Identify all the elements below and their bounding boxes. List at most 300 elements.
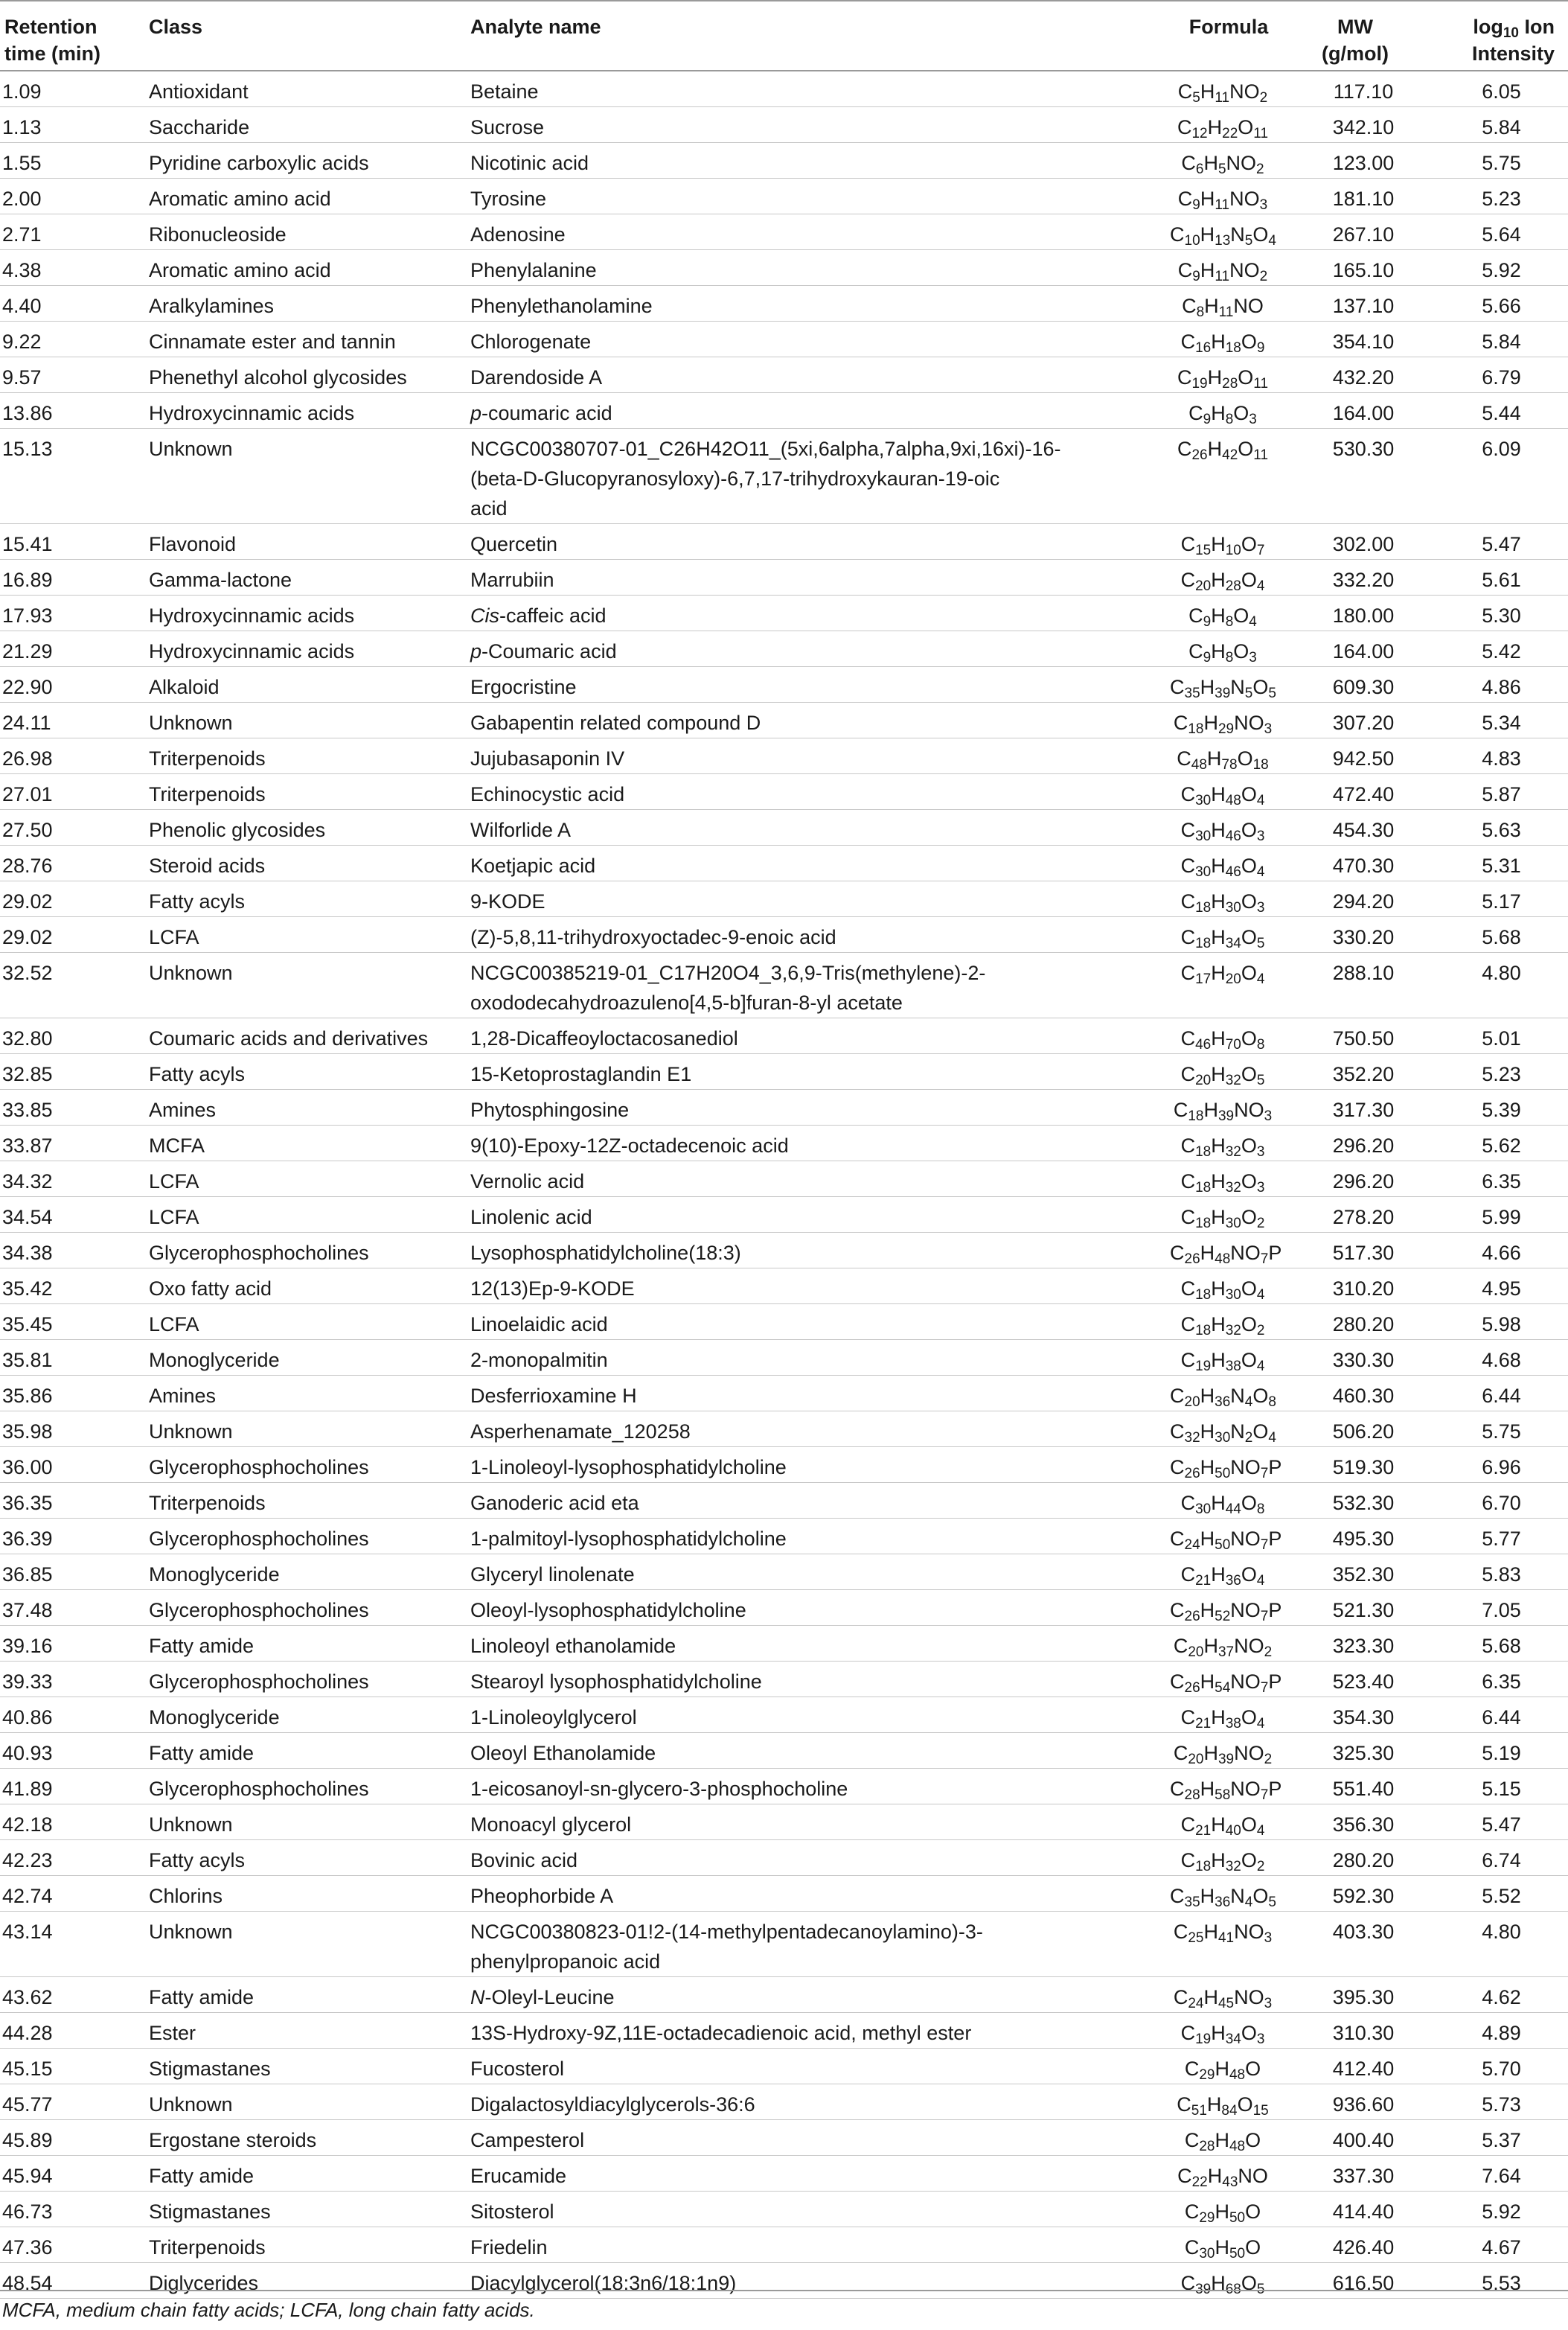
cell-ion-intensity: 5.42 — [1418, 631, 1568, 667]
cell-analyte-name — [466, 596, 1165, 631]
table-body — [0, 71, 1568, 2299]
cell-retention-time: 42.18 — [0, 1804, 144, 1840]
cell-ion-intensity: 5.73 — [1418, 2084, 1568, 2120]
cell-analyte-name — [466, 1590, 1165, 1626]
cell-formula: $C_{20}H_{37}NO_2$ — [1165, 1626, 1292, 1662]
analyte-name-line: (Z)-5,8,11-trihydroxyoctadec-9-enoic acid — [470, 926, 836, 948]
cell-ion-intensity: 5.75 — [1418, 1411, 1568, 1447]
cell-class: Unknown — [144, 1804, 466, 1840]
cell-molecular-weight: 342.10 — [1292, 107, 1418, 143]
cell-analyte-name — [466, 1519, 1165, 1554]
cell-formula: $C_9H_{11}NO_2$ — [1165, 250, 1292, 286]
cell-molecular-weight: 472.40 — [1292, 774, 1418, 810]
cell-retention-time: 2.00 — [0, 179, 144, 214]
cell-analyte-name — [466, 2120, 1165, 2156]
header-ion-log: log — [1473, 16, 1503, 38]
cell-formula: $C_{10}H_{13}N_5O_4$ — [1165, 214, 1292, 250]
cell-ion-intensity: 5.23 — [1418, 179, 1568, 214]
cell-molecular-weight: 414.40 — [1292, 2192, 1418, 2227]
cell-retention-time: 24.11 — [0, 703, 144, 738]
cell-molecular-weight: 454.30 — [1292, 810, 1418, 846]
cell-analyte-name — [466, 1769, 1165, 1804]
cell-retention-time: 17.93 — [0, 596, 144, 631]
cell-ion-intensity: 7.64 — [1418, 2156, 1568, 2192]
cell-class: Glycerophosphocholines — [144, 1590, 466, 1626]
cell-formula: $C_{18}H_{29}NO_3$ — [1165, 703, 1292, 738]
cell-analyte-name — [466, 667, 1165, 703]
cell-retention-time: 15.13 — [0, 429, 144, 524]
cell-analyte-name — [466, 1697, 1165, 1733]
cell-molecular-weight: 165.10 — [1292, 250, 1418, 286]
cell-analyte-name — [466, 1912, 1165, 1977]
cell-retention-time: 9.22 — [0, 322, 144, 357]
cell-retention-time: 36.39 — [0, 1519, 144, 1554]
cell-ion-intensity: 4.66 — [1418, 1233, 1568, 1268]
analyte-name-line: Chlorogenate — [470, 331, 592, 353]
cell-ion-intensity: 4.83 — [1418, 738, 1568, 774]
cell-molecular-weight: 307.20 — [1292, 703, 1418, 738]
cell-molecular-weight: 432.20 — [1292, 357, 1418, 393]
cell-analyte-name — [466, 1161, 1165, 1197]
cell-formula: $C_{26}H_{54}NO_7P$ — [1165, 1662, 1292, 1697]
table-row — [0, 738, 1568, 774]
cell-molecular-weight: 302.00 — [1292, 524, 1418, 560]
cell-molecular-weight: 356.30 — [1292, 1804, 1418, 1840]
header-mw-line1: MW — [1337, 16, 1373, 38]
analyte-name-line: Phenylalanine — [470, 259, 597, 281]
cell-retention-time: 45.77 — [0, 2084, 144, 2120]
cell-class: Monoglyceride — [144, 1554, 466, 1590]
cell-retention-time: 48.54 — [0, 2263, 144, 2299]
cell-ion-intensity: 5.77 — [1418, 1519, 1568, 1554]
table-row — [0, 1126, 1568, 1161]
cell-class: Hydroxycinnamic acids — [144, 631, 466, 667]
cell-ion-intensity: 5.44 — [1418, 393, 1568, 429]
cell-formula: $C_{18}H_{34}O_5$ — [1165, 917, 1292, 953]
cell-retention-time: 32.85 — [0, 1054, 144, 1090]
cell-ion-intensity: 7.05 — [1418, 1590, 1568, 1626]
table-row — [0, 250, 1568, 286]
analyte-name-line: Glyceryl linolenate — [470, 1563, 635, 1586]
table-row — [0, 560, 1568, 596]
cell-class: Unknown — [144, 703, 466, 738]
cell-analyte-name — [466, 2084, 1165, 2120]
cell-ion-intensity: 4.95 — [1418, 1268, 1568, 1304]
header-ion-intensity — [1418, 1, 1568, 71]
cell-analyte-name — [466, 1197, 1165, 1233]
analyte-name-line: Jujubasaponin IV — [470, 747, 625, 770]
cell-ion-intensity: 5.37 — [1418, 2120, 1568, 2156]
cell-retention-time: 36.35 — [0, 1483, 144, 1519]
analyte-name-italic-prefix: Cis — [470, 604, 499, 627]
cell-class: Alkaloid — [144, 667, 466, 703]
cell-molecular-weight: 137.10 — [1292, 286, 1418, 322]
analyte-name-line: Linoleoyl ethanolamide — [470, 1635, 676, 1657]
header-retention-time-line1: Retention — [4, 16, 97, 38]
table-row — [0, 810, 1568, 846]
cell-formula: $C_{20}H_{32}O_5$ — [1165, 1054, 1292, 1090]
table-row — [0, 429, 1568, 524]
cell-retention-time: 40.86 — [0, 1697, 144, 1733]
analyte-name-line: Gabapentin related compound D — [470, 712, 761, 734]
cell-molecular-weight: 400.40 — [1292, 2120, 1418, 2156]
cell-molecular-weight: 164.00 — [1292, 393, 1418, 429]
table-row — [0, 393, 1568, 429]
cell-formula: $C_{26}H_{52}NO_7P$ — [1165, 1590, 1292, 1626]
table-row — [0, 631, 1568, 667]
cell-retention-time: 28.76 — [0, 846, 144, 881]
analyte-name-line: Betaine — [470, 80, 539, 103]
cell-analyte-name — [466, 2192, 1165, 2227]
cell-formula: $C_{20}H_{39}NO_2$ — [1165, 1733, 1292, 1769]
cell-ion-intensity: 6.70 — [1418, 1483, 1568, 1519]
table-row — [0, 667, 1568, 703]
table-row — [0, 2084, 1568, 2120]
table-row — [0, 71, 1568, 107]
analyte-name-line: oxododecahydroazuleno[4,5-b]furan-8-yl acetate — [470, 992, 903, 1014]
cell-ion-intensity: 5.92 — [1418, 2192, 1568, 2227]
analyte-name-line: 1-Linoleoylglycerol — [470, 1706, 637, 1729]
cell-class: Pyridine carboxylic acids — [144, 143, 466, 179]
cell-formula: $C_{35}H_{39}N_5O_5$ — [1165, 667, 1292, 703]
table-row — [0, 357, 1568, 393]
cell-analyte-name — [466, 774, 1165, 810]
table-row — [0, 1769, 1568, 1804]
cell-class: Gamma-lactone — [144, 560, 466, 596]
cell-ion-intensity: 6.35 — [1418, 1662, 1568, 1697]
header-mw — [1292, 1, 1418, 71]
header-retention-time-line2: time (min) — [4, 42, 101, 65]
cell-ion-intensity: 5.83 — [1418, 1554, 1568, 1590]
analyte-name-line: Sitosterol — [470, 2200, 554, 2223]
cell-retention-time: 44.28 — [0, 2013, 144, 2049]
table-row — [0, 1804, 1568, 1840]
cell-molecular-weight: 180.00 — [1292, 596, 1418, 631]
analyte-name-line: Tyrosine — [470, 188, 547, 210]
table-row — [0, 286, 1568, 322]
analyte-name-line: N-Oleyl-Leucine — [470, 1986, 615, 2008]
cell-analyte-name — [466, 357, 1165, 393]
cell-class: Unknown — [144, 429, 466, 524]
cell-class: Fatty amide — [144, 1626, 466, 1662]
cell-ion-intensity: 6.35 — [1418, 1161, 1568, 1197]
analyte-name-line: Monoacyl glycerol — [470, 1813, 632, 1836]
cell-molecular-weight: 296.20 — [1292, 1126, 1418, 1161]
analyte-name-line: NCGC00380823-01!2-(14-methylpentadecanoylamino)-3- — [470, 1921, 983, 1943]
analyte-name-line: Pheophorbide A — [470, 1885, 614, 1907]
cell-formula: $C_{28}H_{58}NO_7P$ — [1165, 1769, 1292, 1804]
cell-ion-intensity: 5.70 — [1418, 2049, 1568, 2084]
table-row — [0, 1268, 1568, 1304]
cell-retention-time: 27.50 — [0, 810, 144, 846]
cell-ion-intensity: 4.68 — [1418, 1340, 1568, 1376]
cell-ion-intensity: 6.44 — [1418, 1697, 1568, 1733]
table-row — [0, 1590, 1568, 1626]
cell-formula: $C_5H_{11}NO_2$ — [1165, 71, 1292, 107]
analyte-name-line: Desferrioxamine H — [470, 1385, 637, 1407]
cell-ion-intensity: 5.84 — [1418, 322, 1568, 357]
analyte-name-line: 1-Linoleoyl-lysophosphatidylcholine — [470, 1456, 787, 1478]
cell-retention-time: 35.81 — [0, 1340, 144, 1376]
table-row — [0, 322, 1568, 357]
analyte-name-line: Vernolic acid — [470, 1170, 585, 1193]
cell-formula: $C_{19}H_{34}O_3$ — [1165, 2013, 1292, 2049]
cell-formula: $C_{30}H_{46}O_4$ — [1165, 846, 1292, 881]
cell-molecular-weight: 530.30 — [1292, 429, 1418, 524]
cell-retention-time: 42.23 — [0, 1840, 144, 1876]
header-mw-line2: (g/mol) — [1322, 42, 1389, 65]
cell-retention-time: 26.98 — [0, 738, 144, 774]
header-class: Class — [144, 1, 466, 71]
cell-class: Glycerophosphocholines — [144, 1447, 466, 1483]
cell-formula: $C_{21}H_{38}O_4$ — [1165, 1697, 1292, 1733]
cell-class: Triterpenoids — [144, 774, 466, 810]
analyte-name-line: Sucrose — [470, 116, 545, 138]
table-row — [0, 1233, 1568, 1268]
cell-molecular-weight: 616.50 — [1292, 2263, 1418, 2299]
cell-molecular-weight: 519.30 — [1292, 1447, 1418, 1483]
cell-ion-intensity: 5.68 — [1418, 1626, 1568, 1662]
cell-analyte-name — [466, 1018, 1165, 1054]
cell-analyte-name — [466, 250, 1165, 286]
table-row — [0, 1340, 1568, 1376]
cell-molecular-weight: 123.00 — [1292, 143, 1418, 179]
cell-analyte-name — [466, 143, 1165, 179]
analyte-name-line: Oleoyl-lysophosphatidylcholine — [470, 1599, 746, 1621]
cell-formula: $C_9H_{11}NO_3$ — [1165, 179, 1292, 214]
cell-class: Stigmastanes — [144, 2192, 466, 2227]
cell-analyte-name — [466, 179, 1165, 214]
analyte-name-line: 2-monopalmitin — [470, 1349, 608, 1371]
analyte-name-line: Bovinic acid — [470, 1849, 578, 1871]
cell-class: Glycerophosphocholines — [144, 1519, 466, 1554]
cell-formula: $C_{18}H_{30}O_2$ — [1165, 1197, 1292, 1233]
cell-formula: $C_9H_8O_4$ — [1165, 596, 1292, 631]
table-row — [0, 1018, 1568, 1054]
table-row — [0, 1912, 1568, 1977]
cell-class: Glycerophosphocholines — [144, 1769, 466, 1804]
analyte-name-line: Marrubiin — [470, 569, 554, 591]
cell-molecular-weight: 521.30 — [1292, 1590, 1418, 1626]
cell-retention-time: 43.14 — [0, 1912, 144, 1977]
cell-retention-time: 1.55 — [0, 143, 144, 179]
table-row — [0, 703, 1568, 738]
cell-formula: $C_8H_{11}NO$ — [1165, 286, 1292, 322]
cell-molecular-weight: 460.30 — [1292, 1376, 1418, 1411]
cell-analyte-name — [466, 953, 1165, 1018]
cell-ion-intensity: 5.99 — [1418, 1197, 1568, 1233]
cell-formula: $C_{21}H_{36}O_4$ — [1165, 1554, 1292, 1590]
cell-analyte-name — [466, 738, 1165, 774]
cell-ion-intensity: 5.61 — [1418, 560, 1568, 596]
analyte-name-line: (beta-D-Glucopyranosyloxy)-6,7,17-trihydroxykauran-19-oic — [470, 467, 1000, 490]
cell-analyte-name — [466, 703, 1165, 738]
cell-class: MCFA — [144, 1126, 466, 1161]
cell-retention-time: 45.15 — [0, 2049, 144, 2084]
analyte-name-line: Linoelaidic acid — [470, 1313, 608, 1335]
cell-formula: $C_{18}H_{32}O_3$ — [1165, 1126, 1292, 1161]
cell-ion-intensity: 5.84 — [1418, 107, 1568, 143]
cell-analyte-name — [466, 810, 1165, 846]
cell-molecular-weight: 278.20 — [1292, 1197, 1418, 1233]
table-row — [0, 1662, 1568, 1697]
cell-ion-intensity: 5.68 — [1418, 917, 1568, 953]
analyte-name-line: 1-eicosanoyl-sn-glycero-3-phosphocholine — [470, 1778, 848, 1800]
cell-retention-time: 36.85 — [0, 1554, 144, 1590]
cell-analyte-name — [466, 286, 1165, 322]
cell-ion-intensity: 5.19 — [1418, 1733, 1568, 1769]
cell-class: Hydroxycinnamic acids — [144, 393, 466, 429]
cell-retention-time: 34.32 — [0, 1161, 144, 1197]
analyte-name-line: phenylpropanoic acid — [470, 1950, 661, 1973]
cell-class: LCFA — [144, 1304, 466, 1340]
cell-class: Stigmastanes — [144, 2049, 466, 2084]
cell-analyte-name — [466, 1090, 1165, 1126]
cell-analyte-name — [466, 1483, 1165, 1519]
cell-class: Saccharide — [144, 107, 466, 143]
analyte-name-line: Wilforlide A — [470, 819, 572, 841]
cell-retention-time: 1.13 — [0, 107, 144, 143]
cell-formula: $C_{20}H_{36}N_4O_8$ — [1165, 1376, 1292, 1411]
cell-retention-time: 46.73 — [0, 2192, 144, 2227]
cell-molecular-weight: 506.20 — [1292, 1411, 1418, 1447]
cell-analyte-name — [466, 1876, 1165, 1912]
cell-class: Hydroxycinnamic acids — [144, 596, 466, 631]
cell-class: Fatty amide — [144, 2156, 466, 2192]
cell-ion-intensity: 5.23 — [1418, 1054, 1568, 1090]
cell-class: Chlorins — [144, 1876, 466, 1912]
table-row — [0, 1054, 1568, 1090]
table-row — [0, 1090, 1568, 1126]
cell-ion-intensity: 5.47 — [1418, 1804, 1568, 1840]
cell-formula: $C_{22}H_{43}NO$ — [1165, 2156, 1292, 2192]
analyte-name-line: Ganoderic acid eta — [470, 1492, 639, 1514]
cell-analyte-name — [466, 107, 1165, 143]
table-row — [0, 1376, 1568, 1411]
table-row — [0, 2013, 1568, 2049]
cell-analyte-name — [466, 1268, 1165, 1304]
cell-molecular-weight: 317.30 — [1292, 1090, 1418, 1126]
cell-ion-intensity: 5.52 — [1418, 1876, 1568, 1912]
cell-retention-time: 15.41 — [0, 524, 144, 560]
cell-molecular-weight: 426.40 — [1292, 2227, 1418, 2263]
table-row — [0, 953, 1568, 1018]
table-row — [0, 1977, 1568, 2013]
cell-formula: $C_{18}H_{30}O_4$ — [1165, 1268, 1292, 1304]
analyte-name-line: Erucamide — [470, 2165, 567, 2187]
cell-analyte-name — [466, 1340, 1165, 1376]
analyte-name-line: Ergocristine — [470, 676, 577, 698]
cell-retention-time: 29.02 — [0, 917, 144, 953]
cell-class: Fatty amide — [144, 1733, 466, 1769]
cell-formula: $C_{18}H_{39}NO_3$ — [1165, 1090, 1292, 1126]
cell-molecular-weight: 412.40 — [1292, 2049, 1418, 2084]
cell-analyte-name — [466, 1447, 1165, 1483]
cell-retention-time: 9.57 — [0, 357, 144, 393]
cell-analyte-name — [466, 1233, 1165, 1268]
cell-retention-time: 40.93 — [0, 1733, 144, 1769]
table-row — [0, 2263, 1568, 2299]
cell-analyte-name — [466, 322, 1165, 357]
cell-retention-time: 16.89 — [0, 560, 144, 596]
header-ion-log-base: 10 — [1503, 25, 1519, 41]
table-row — [0, 1411, 1568, 1447]
cell-molecular-weight: 354.10 — [1292, 322, 1418, 357]
cell-formula: $C_{39}H_{68}O_5$ — [1165, 2263, 1292, 2299]
cell-analyte-name — [466, 881, 1165, 917]
cell-molecular-weight: 403.30 — [1292, 1912, 1418, 1977]
cell-molecular-weight: 267.10 — [1292, 214, 1418, 250]
cell-molecular-weight: 942.50 — [1292, 738, 1418, 774]
analyte-name-line: Oleoyl Ethanolamide — [470, 1742, 656, 1764]
cell-class: Ribonucleoside — [144, 214, 466, 250]
cell-formula: $C_{48}H_{78}O_{18}$ — [1165, 738, 1292, 774]
cell-analyte-name — [466, 1662, 1165, 1697]
cell-class: Oxo fatty acid — [144, 1268, 466, 1304]
cell-retention-time: 37.48 — [0, 1590, 144, 1626]
cell-class: Aromatic amino acid — [144, 179, 466, 214]
table-row — [0, 1447, 1568, 1483]
cell-class: Unknown — [144, 1411, 466, 1447]
table-row — [0, 214, 1568, 250]
cell-analyte-name — [466, 560, 1165, 596]
cell-retention-time: 42.74 — [0, 1876, 144, 1912]
analyte-name-line: Asperhenamate_120258 — [470, 1420, 691, 1443]
cell-analyte-name — [466, 2156, 1165, 2192]
cell-analyte-name — [466, 846, 1165, 881]
cell-formula: $C_{32}H_{30}N_2O_4$ — [1165, 1411, 1292, 1447]
cell-ion-intensity: 5.34 — [1418, 703, 1568, 738]
cell-analyte-name — [466, 1840, 1165, 1876]
cell-class: Glycerophosphocholines — [144, 1662, 466, 1697]
table-row — [0, 1697, 1568, 1733]
cell-class: Antioxidant — [144, 71, 466, 107]
cell-molecular-weight: 532.30 — [1292, 1483, 1418, 1519]
cell-ion-intensity: 6.05 — [1418, 71, 1568, 107]
cell-molecular-weight: 551.40 — [1292, 1769, 1418, 1804]
analyte-name-line: Stearoyl lysophosphatidylcholine — [470, 1670, 762, 1693]
cell-class: Glycerophosphocholines — [144, 1233, 466, 1268]
cell-retention-time: 4.40 — [0, 286, 144, 322]
cell-class: Amines — [144, 1376, 466, 1411]
cell-class: Ergostane steroids — [144, 2120, 466, 2156]
table-row — [0, 881, 1568, 917]
cell-ion-intensity: 5.63 — [1418, 810, 1568, 846]
cell-molecular-weight: 470.30 — [1292, 846, 1418, 881]
cell-molecular-weight: 325.30 — [1292, 1733, 1418, 1769]
analyte-name-line: p-coumaric acid — [470, 402, 612, 424]
cell-class: Coumaric acids and derivatives — [144, 1018, 466, 1054]
cell-formula: $C_{30}H_{48}O_4$ — [1165, 774, 1292, 810]
analyte-name-line: Friedelin — [470, 2236, 548, 2259]
cell-molecular-weight: 296.20 — [1292, 1161, 1418, 1197]
cell-class: Unknown — [144, 2084, 466, 2120]
cell-ion-intensity: 5.15 — [1418, 1769, 1568, 1804]
cell-class: Phenethyl alcohol glycosides — [144, 357, 466, 393]
cell-ion-intensity: 5.98 — [1418, 1304, 1568, 1340]
header-retention-time — [0, 1, 144, 71]
cell-formula: $C_{51}H_{84}O_{15}$ — [1165, 2084, 1292, 2120]
cell-formula: $C_{19}H_{38}O_4$ — [1165, 1340, 1292, 1376]
cell-analyte-name — [466, 1126, 1165, 1161]
header-ion-word: Ion — [1519, 16, 1555, 38]
cell-molecular-weight: 294.20 — [1292, 881, 1418, 917]
cell-analyte-name — [466, 1733, 1165, 1769]
cell-class: Ester — [144, 2013, 466, 2049]
analyte-name-line: p-Coumaric acid — [470, 640, 617, 663]
cell-class: Triterpenoids — [144, 738, 466, 774]
table-row — [0, 2120, 1568, 2156]
